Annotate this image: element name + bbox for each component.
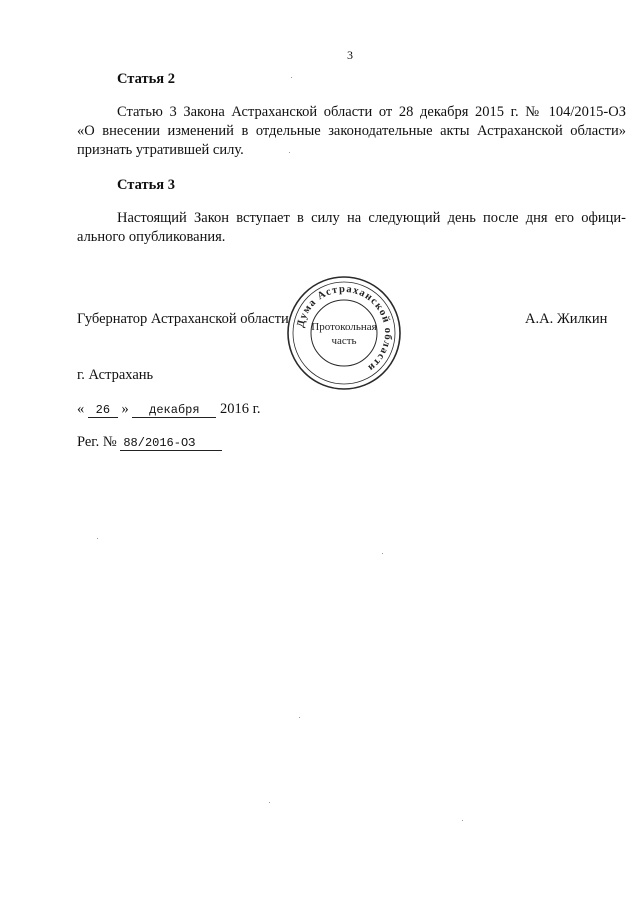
stamp-center-line-2: часть — [331, 335, 357, 347]
scan-speck — [382, 553, 383, 554]
governor-name: А.А. Жилкин — [525, 311, 608, 327]
article-3-heading: Статья 3 — [117, 177, 175, 193]
scan-speck — [462, 820, 463, 821]
scan-speck — [299, 717, 300, 718]
date-day: 26 — [88, 403, 118, 418]
signing-date — [77, 401, 261, 418]
reg-label: Рег. № — [77, 434, 117, 450]
official-stamp — [286, 275, 402, 391]
stamp-center-line-1: Протокольная — [311, 321, 377, 333]
reg-number: 88/2016-ОЗ — [120, 436, 222, 451]
governor-title: Губернатор Астраханской области — [77, 311, 289, 327]
stamp-graphic — [286, 275, 402, 391]
article-3-text — [77, 209, 626, 247]
stamp-ring-text: Дума Астраханской области — [295, 283, 394, 374]
date-open-quote: « — [77, 401, 85, 417]
page-number: 3 — [347, 48, 353, 62]
article-3-line-1: Настоящий Закон вступает в силу на следующий день после дня его офици- — [117, 210, 626, 226]
scan-speck — [269, 802, 270, 803]
article-2-heading: Статья 2 — [117, 71, 175, 87]
date-month: декабря — [132, 403, 216, 418]
scan-speck — [289, 152, 290, 153]
article-2-line-1: Статью 3 Закона Астраханской области от 28 декабря 2015 г. № 104/2015-ОЗ — [117, 104, 626, 120]
article-3-line-2: ального опубликования. — [77, 229, 226, 245]
date-year: 2016 г. — [220, 401, 261, 417]
scan-speck — [97, 538, 98, 539]
article-2-line-2: «О внесении изменений в отдельные законодательные акты Астраханской области» — [77, 123, 626, 139]
article-2-line-3: признать утратившей силу. — [77, 142, 244, 158]
registration-number — [77, 434, 222, 451]
place-of-signing: г. Астрахань — [77, 367, 154, 383]
scan-speck — [291, 77, 292, 78]
article-2-text — [77, 103, 626, 160]
date-close-quote: » — [121, 401, 129, 417]
